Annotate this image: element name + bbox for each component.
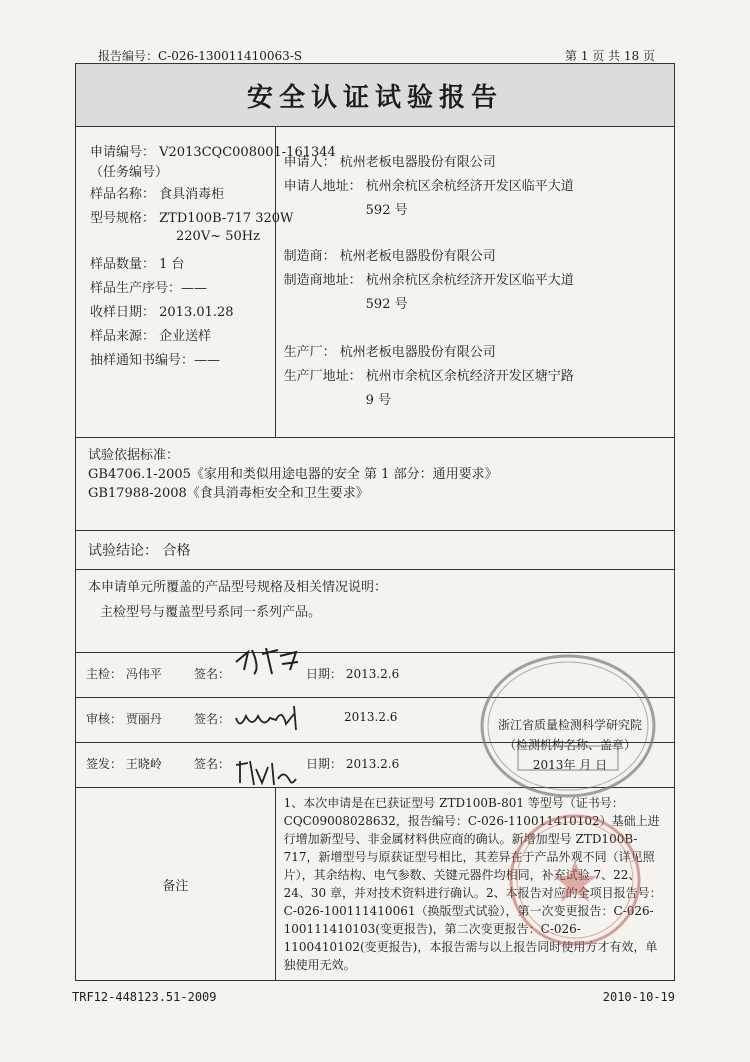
test-basis-label: 试验依据标准：	[88, 448, 180, 463]
test-conclusion: 试验结论： 合格	[88, 543, 191, 559]
conclusion-section	[76, 531, 675, 570]
form-date: 2010-10-19	[602, 990, 675, 1004]
page-count: 第 1 页 共 18 页	[565, 49, 655, 63]
approver: 签发： 王晓岭	[86, 757, 162, 771]
reviewer: 审核： 贾丽丹	[86, 712, 162, 726]
applicant-address-cont: 592 号	[365, 203, 408, 218]
test-basis-section	[76, 438, 675, 531]
lab-name: 浙江省质量检测科学研究院	[497, 718, 642, 732]
lab-subtitle: （检测机构名称、盖章）	[503, 738, 636, 752]
approver-date: 日期： 2013.2.6	[306, 757, 400, 771]
manufacturer: 制造商： 杭州老板电器股份有限公司	[283, 249, 496, 264]
lab-date: 2013年 月 日	[532, 758, 608, 772]
approver-sign-label: 签名：	[194, 757, 231, 771]
manufacturer-address: 制造商地址： 杭州余杭区余杭经济开发区临平大道	[283, 273, 574, 288]
title-cell	[76, 64, 675, 127]
chief-date: 日期： 2013.2.6	[306, 667, 400, 681]
coverage-section	[76, 570, 675, 653]
red-certification-seal	[505, 810, 645, 950]
coverage-description: 主检型号与覆盖型号系同一系列产品。	[100, 605, 322, 620]
sample-quantity: 样品数量： 1 台	[90, 257, 185, 272]
receive-date: 收样日期： 2013.01.28	[90, 305, 234, 320]
reviewer-signature	[232, 700, 302, 734]
model-spec: 型号规格： ZTD100B-717 320W	[90, 211, 294, 226]
reviewer-sign-label: 签名：	[194, 712, 231, 726]
approver-signature	[232, 755, 302, 789]
applicant-address: 申请人地址： 杭州余杭区余杭经济开发区临平大道	[283, 179, 574, 194]
inspection-seal	[478, 650, 658, 800]
applicant-info-panel	[275, 127, 674, 438]
sample-source: 样品来源： 企业送样	[90, 329, 212, 344]
sample-name: 样品名称： 食具消毒柜	[90, 187, 225, 202]
report-title: 安全认证试验报告	[246, 82, 503, 113]
chief-signature	[232, 640, 302, 678]
standard-2: GB17988-2008《食具消毒柜安全和卫生要求》	[88, 486, 369, 501]
reviewer-date: 2013.2.6	[344, 710, 398, 724]
report-number: 报告编号：C-026-13001141006​3-S	[98, 49, 303, 63]
form-number: TRF12-448123.51-2009	[72, 990, 217, 1004]
task-number-label: （任务编号）	[90, 165, 169, 180]
factory-address-cont: 9 号	[365, 393, 392, 408]
standard-1: GB4706.1-2005《家用和类似用途电器的安全 第 1 部分：通用要求》	[88, 467, 498, 482]
notes-label-cell	[76, 788, 276, 981]
sampling-notice-number: 抽样通知书编号：——	[90, 353, 221, 368]
manufacturer-address-cont: 592 号	[365, 297, 408, 312]
sample-info-panel	[76, 127, 336, 438]
applicant: 申请人： 杭州老板电器股份有限公司	[283, 155, 496, 170]
chief-sign-label: 签名：	[194, 667, 231, 681]
model-spec-voltage: 220V~ 50Hz	[176, 229, 260, 244]
notes-label: 备注	[162, 878, 189, 894]
coverage-heading: 本申请单元所覆盖的产品型号规格及相关情况说明：	[88, 580, 388, 595]
application-number: 申请编号： V2013CQC008001-161344	[90, 145, 336, 160]
factory-address: 生产厂地址： 杭州市余杭区余杭经济开发区塘宁路	[283, 369, 574, 384]
chief-inspector: 主检： 冯伟平	[86, 667, 162, 681]
sample-serial-number: 样品生产序号：——	[90, 281, 208, 296]
notes-text: 1、本次申请是在已获证型号 ZTD100B-801 等型号（证书号：CQC09008028632，报告编号：C-026-110011410102）基础上进行增加新型号、非金属材料供应商的确认。新增加型号 ZTD100B-717，新增型号与原获证型号相比，其差异在于产品外观不同（详见照片），其余结构、电气参数、关键元器件均相同，补充试验 7、22、24、30 章，并对技术资料进行确认。2、本报告对应的全项目报告号：C-026-100111410061（换版型式试验），第一次变更报告：C-026-100111410103(变更报告)，第二次变更报告：C-026-1100410102(变更报告)，本报告需与以上报告同时使用方才有效，单独使用无效。	[283, 796, 662, 972]
factory: 生产厂： 杭州老板电器股份有限公司	[283, 345, 496, 360]
